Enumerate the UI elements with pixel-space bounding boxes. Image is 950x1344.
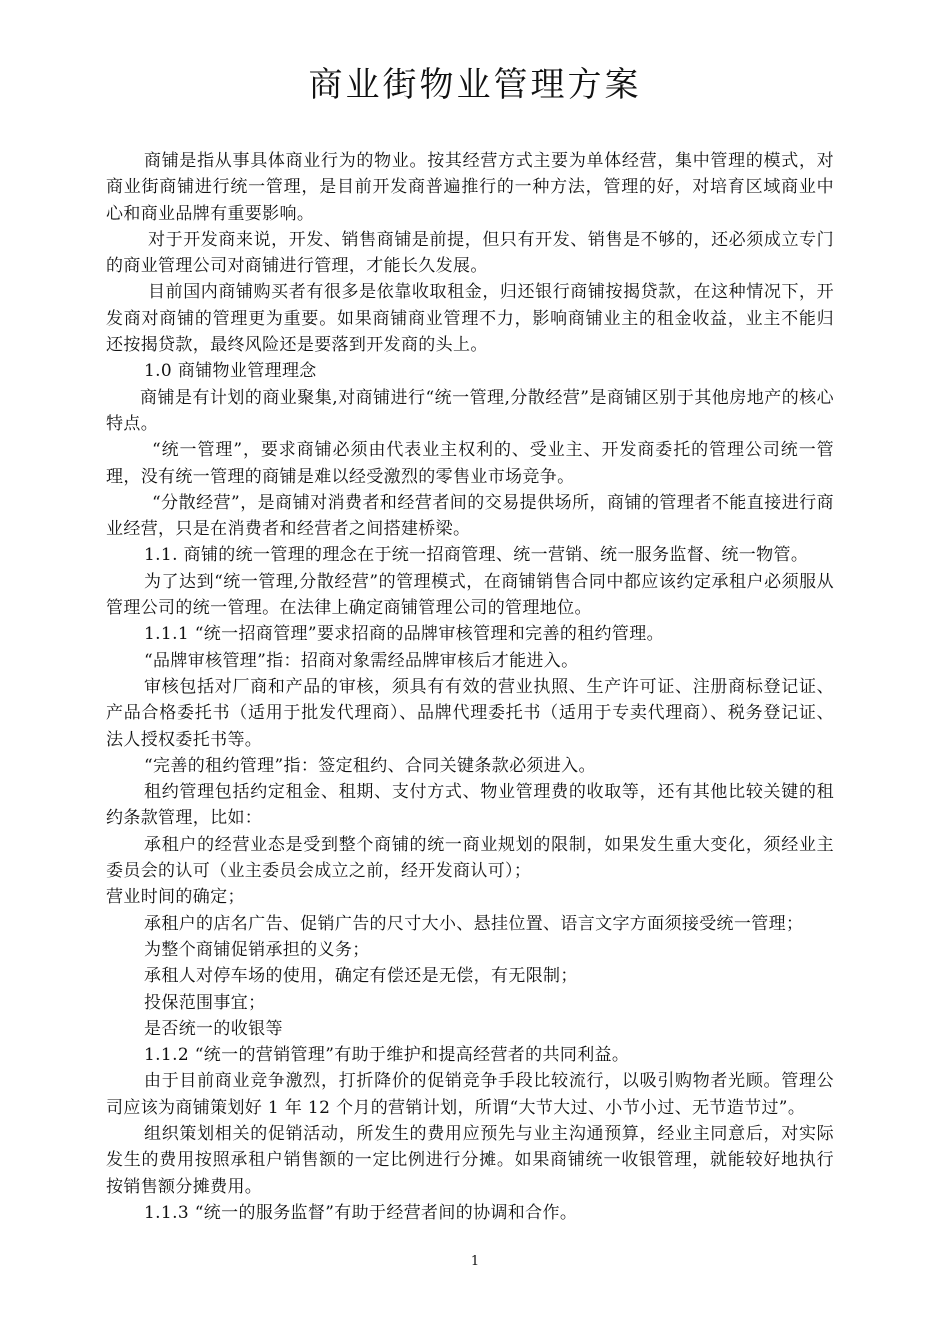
paragraph: 为整个商铺促销承担的义务；: [144, 939, 370, 960]
paragraph: “品牌审核管理”指：招商对象需经品牌审核后才能进入。: [144, 650, 579, 671]
document-title: 商业街物业管理方案: [308, 65, 642, 105]
document-body: [106, 148, 834, 1226]
paragraph: 投保范围事宜；: [144, 992, 266, 1013]
paragraph: 组织策划相关的促销活动，所发生的费用应预先与业主沟通预算，经业主同意后，对实际发生的费用按照承租户销售额的一定比例进行分摊。如果商铺统一收银管理，就能较好地执行按销售额分摊费用。: [106, 1123, 834, 1197]
paragraph: 为了达到“统一管理,分散经营”的管理模式，在商铺销售合同中都应该约定承租户必须服从管理公司的统一管理。在法律上确定商铺管理公司的管理地位。: [106, 571, 834, 619]
paragraph: “完善的租约管理”指：签定租约、合同关键条款必须进入。: [144, 755, 596, 776]
paragraph: 商铺是指从事具体商业行为的物业。按其经营方式主要为单体经营，集中管理的模式，对商业街商铺进行统一管理，是目前开发商普遍推行的一种方法，管理的好，对培育区域商业中心和商业品牌有重要影响。: [106, 151, 834, 224]
paragraph: 1.1. 商铺的统一管理的理念在于统一招商管理、统一营销、统一服务监督、统一物管。: [144, 545, 809, 566]
page-number: 1: [470, 1254, 480, 1269]
paragraph: 1.1.3 “统一的服务监督”有助于经营者间的协调和合作。: [144, 1202, 578, 1223]
paragraph: 营业时间的确定；: [106, 887, 245, 908]
paragraph: 由于目前商业竞争激烈，打折降价的促销竞争手段比较流行，以吸引购物者光顾。管理公司应该为商铺策划好 1 年 12 个月的营销计划，所谓“大节大过、小节小过、无节造节过”。: [106, 1071, 834, 1118]
paragraph: “分散经营”，是商铺对消费者和经营者间的交易提供场所，商铺的管理者不能直接进行商业经营，只是在消费者和经营者之间搭建桥梁。: [106, 492, 834, 540]
paragraph: 租约管理包括约定租金、租期、支付方式、物业管理费的收取等，还有其他比较关键的租约条款管理，比如：: [106, 782, 834, 829]
paragraph: 对于开发商来说，开发、销售商铺是前提，但只有开发、销售是不够的，还必须成立专门的商业管理公司对商铺进行管理，才能长久发展。: [106, 229, 834, 277]
paragraph: 承租户的经营业态是受到整个商铺的统一商业规划的限制，如果发生重大变化，须经业主委员会的认可（业主委员会成立之前，经开发商认可）；: [106, 834, 834, 882]
paragraph: 目前国内商铺购买者有很多是依靠收取租金，归还银行商铺按揭贷款，在这种情况下，开发商对商铺的管理更为重要。如果商铺商业管理不力，影响商铺业主的租金收益，业主不能归还按揭贷款，最终风险还是要落到开发商的头上。: [106, 282, 834, 356]
paragraph: 商铺是有计划的商业聚集,对商铺进行“统一管理,分散经营”是商铺区别于其他房地产的核心特点。: [106, 387, 834, 434]
paragraph: 是否统一的收银等: [144, 1018, 283, 1039]
paragraph: 承租户的店名广告、促销广告的尺寸大小、悬挂位置、语言文字方面须接受统一管理；: [144, 913, 804, 934]
paragraph: 1.1.2 “统一的营销管理”有助于维护和提高经营者的共同利益。: [144, 1045, 630, 1066]
paragraph: 审核包括对厂商和产品的审核，须具有有效的营业执照、生产许可证、注册商标登记证、产品合格委托书（适用于批发代理商）、品牌代理委托书（适用于专卖代理商）、税务登记证、法人授权委托书等。: [106, 676, 834, 750]
paragraph: 承租人对停车场的使用，确定有偿还是无偿，有无限制；: [144, 966, 578, 987]
paragraph: 1.0 商铺物业管理理念: [144, 361, 317, 382]
paragraph: 1.1.1 “统一招商管理”要求招商的品牌审核管理和完善的租约管理。: [144, 624, 664, 645]
paragraph: “统一管理”，要求商铺必须由代表业主权利的、受业主、开发商委托的管理公司统一管理，没有统一管理的商铺是难以经受激烈的零售业市场竞争。: [106, 440, 834, 487]
